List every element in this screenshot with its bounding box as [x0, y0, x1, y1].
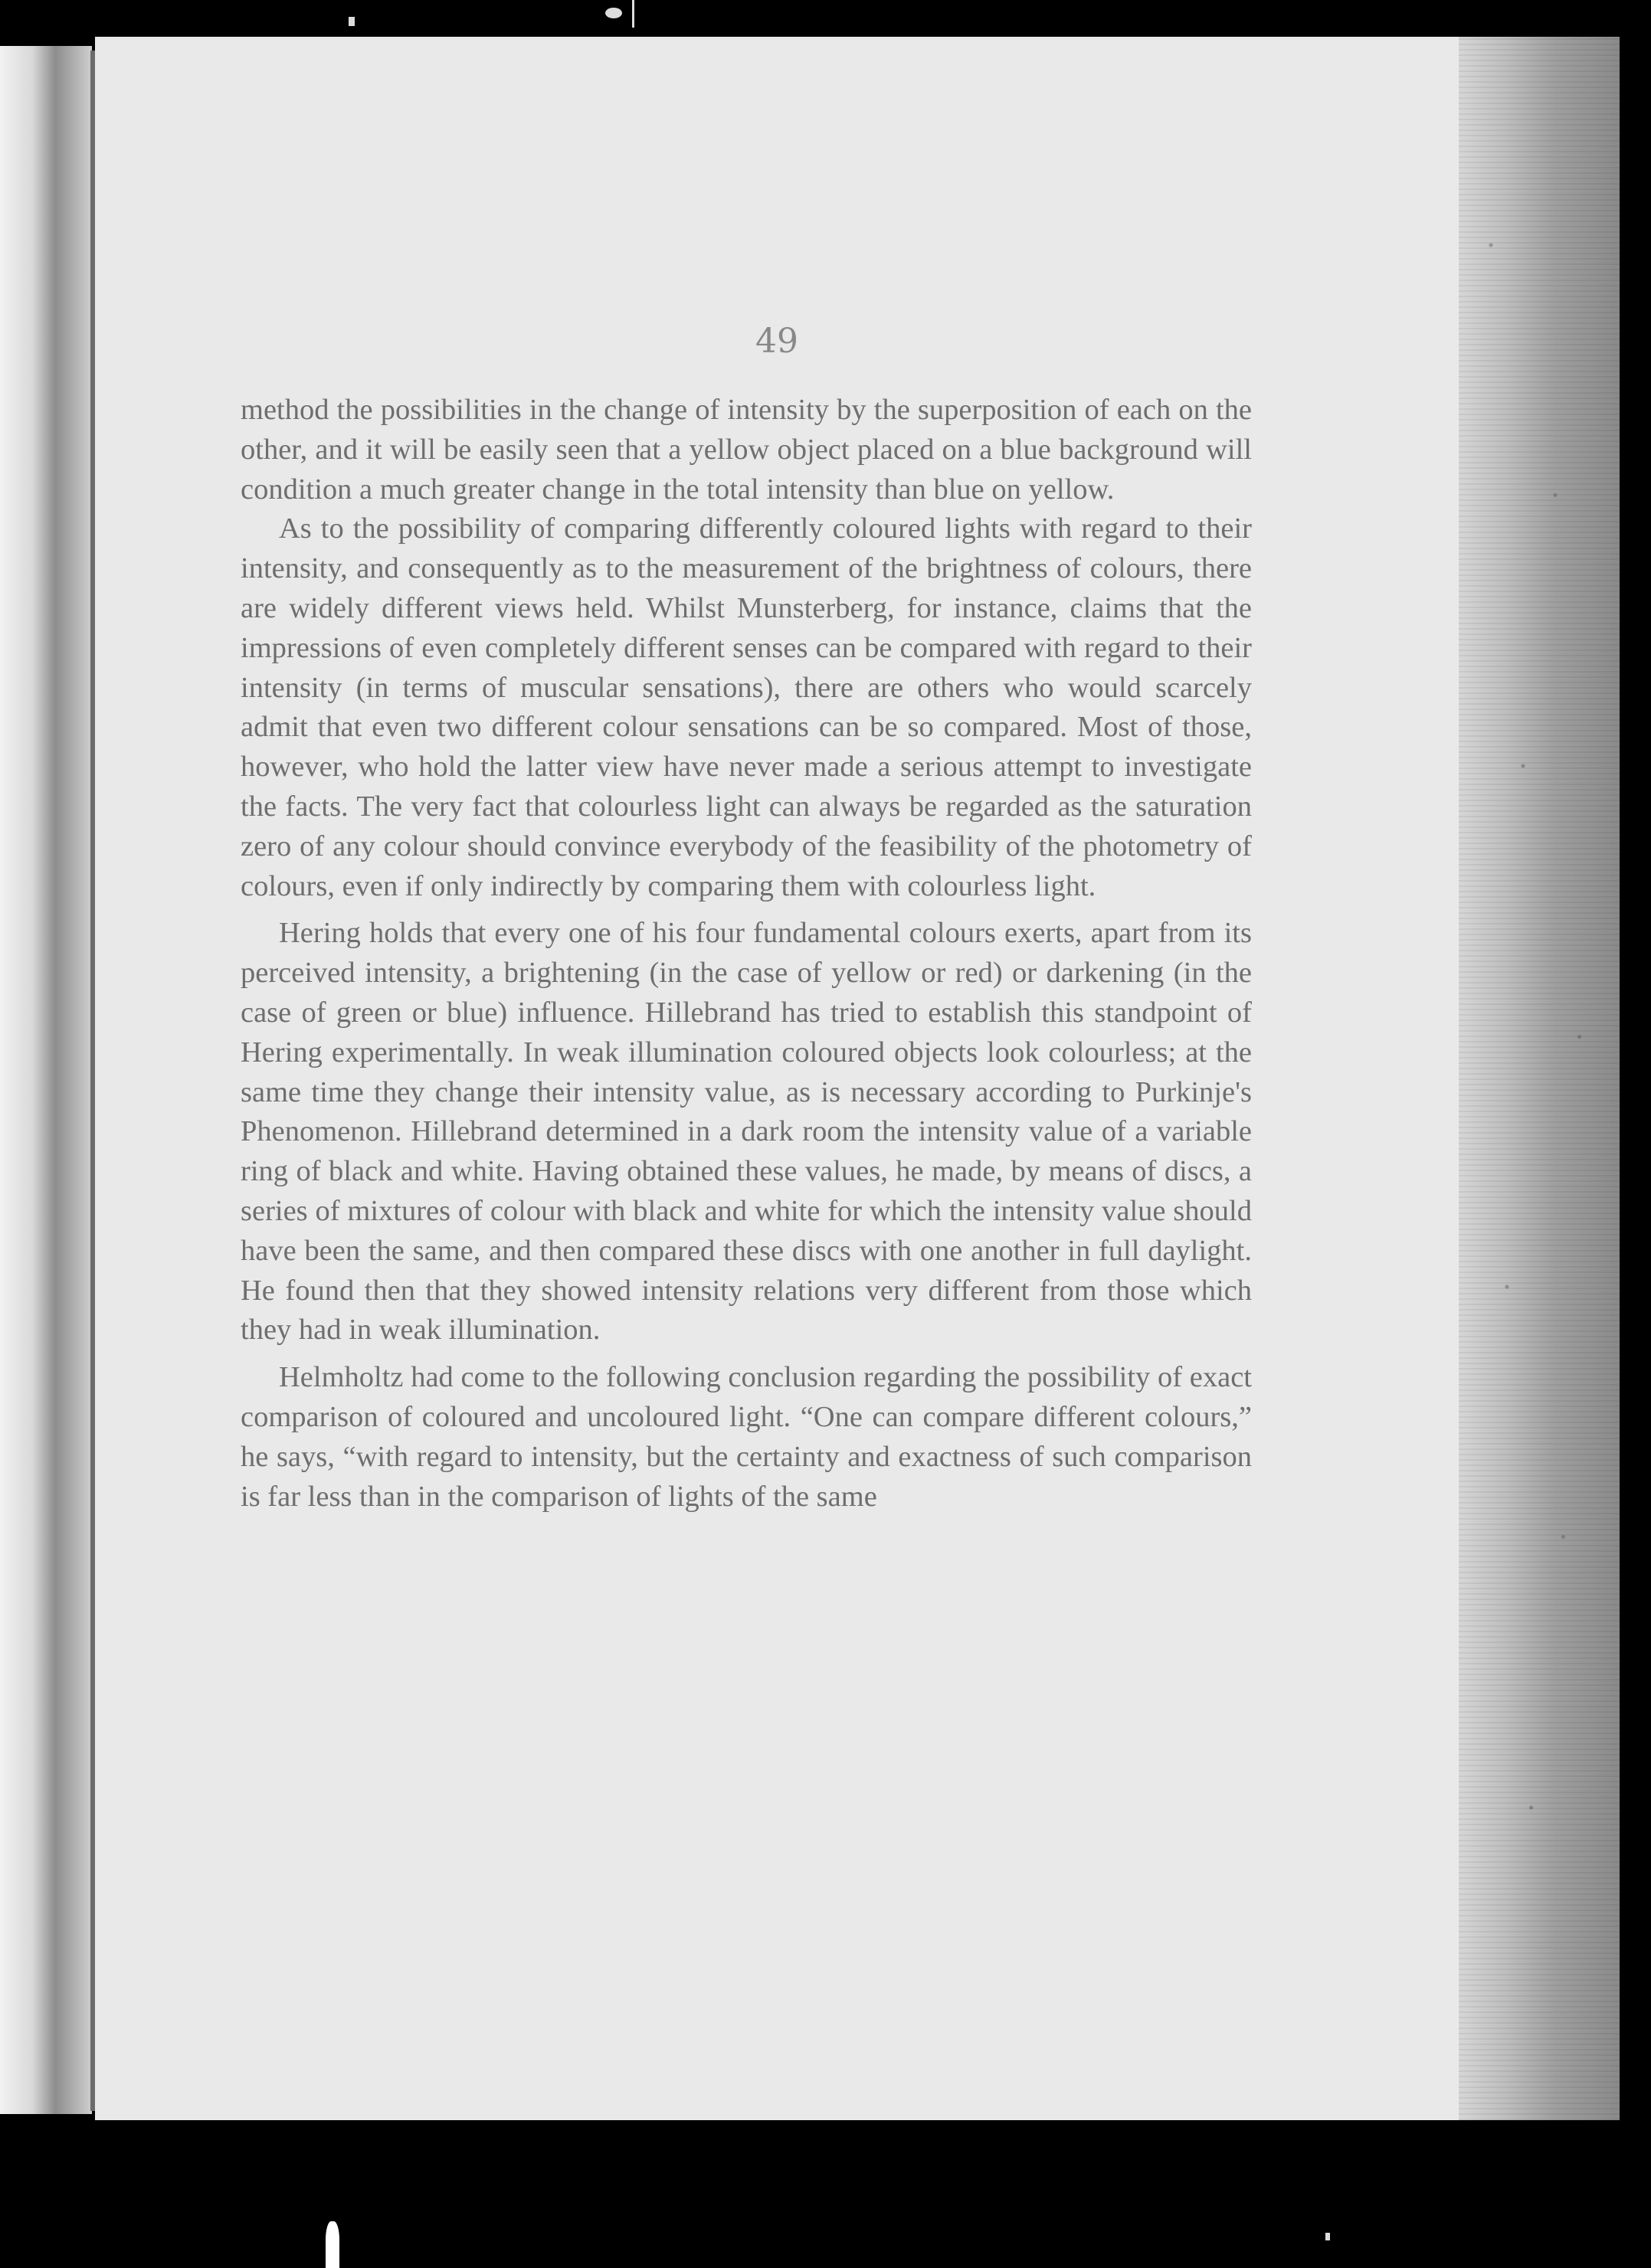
paragraph-4: Helmholtz had come to the following conclusion regarding the possibility of exact comparison of coloured and uncoloured light. “One can compare different colours,” he says, “with regard to intensity, but the certainty and exactness of such comparison is far less than in the comparison of lights of the same	[241, 1361, 1252, 1513]
book-spine-left	[0, 46, 92, 2114]
page-edge-right	[1459, 37, 1620, 2120]
paragraph-1: method the possibilities in the change of intensity by the superposition of each on the other, and it will be easily seen that a yellow object placed on a blue background will condition a much greater change in the total intensity than blue on yellow.	[241, 394, 1252, 506]
scan-speck	[349, 17, 355, 26]
scan-speck	[632, 0, 634, 28]
page-text	[241, 391, 1252, 1517]
page-number: 49	[755, 322, 798, 361]
scan-speck	[605, 8, 622, 18]
paragraph-3: Hering holds that every one of his four fundamental colours exerts, apart from its perceived intensity, a brightening (in the case of yellow or red) or darkening (in the case of green or blue) influence. Hillebrand has tried to establish this standpoint of Hering experimentally. In weak illumination coloured objects look colourless; at the same time they change their intensity value, as is necessary according to Purkinje's Phenomenon. Hillebrand determined in a dark room the intensity value of a variable ring of black and white. Having obtained these values, he made, by means of discs, a series of mixtures of colour with black and white for which the intensity value should have been the same, and then compared these discs with one another in full daylight. He found then that they showed intensity relations very different from those which they had in weak illumination.	[241, 917, 1252, 1347]
scan-speck	[326, 2221, 339, 2268]
paragraph-2: As to the possibility of comparing differently coloured lights with regard to their intensity, and consequently as to the measurement of the brightness of colours, there are widely different views held. Whilst Munsterberg, for instance, claims that the impressions of even completely different senses can be compared with regard to their intensity (in terms of muscular sensations), there are others who would scarcely admit that even two different colour sensations can be so compared. Most of those, however, who hold the latter view have never made a serious attempt to investigate the facts. The very fact that colourless light can always be regarded as the saturation zero of any colour should convince everybody of the feasibility of the photometry of colours, even if only indirectly by comparing them with colourless light.	[241, 512, 1252, 902]
book-page	[95, 37, 1459, 2120]
scan-speck	[1325, 2233, 1330, 2240]
